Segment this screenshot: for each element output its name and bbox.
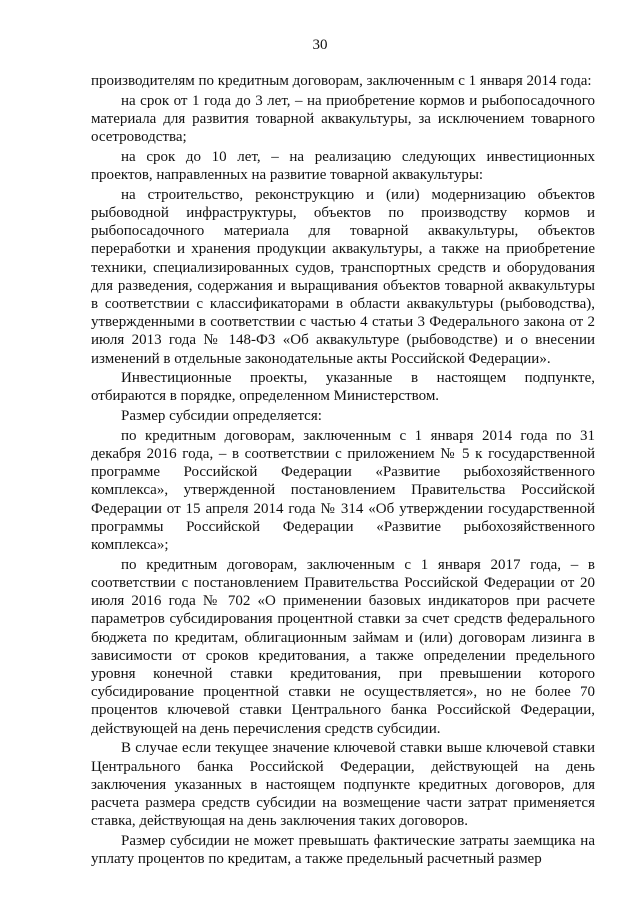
- paragraph-term-1-3-years: на срок от 1 года до 3 лет, – на приобретение кормов и рыбопосадочного материала для развития товарной аквакультуры, за исключением товарного осетроводства;: [91, 92, 595, 146]
- paragraph-construction: на строительство, реконструкцию и (или) модернизацию объектов рыбоводной инфраструктуры, объектов по производству кормов и рыбопосадочного материала для товарной аквакультуры, объектов переработки и хранения продукции аквакультуры, а также на приобретение техники, специализированных судов, транспортных средств и оборудования для разведения, содержания и выращивания объектов товарной аквакультуры в соответствии с классификаторами в области аквакультуры (рыбоводства), утвержденными в соответствии с частью 4 статьи 3 Федерального закона от 2 июля 2013 года № 148-ФЗ «Об аквакультуре (рыбоводстве) и о внесении изменений в отдельные законодательные акты Российской Федерации».: [91, 186, 595, 367]
- paragraph-contracts-2017: по кредитным договорам, заключенным с 1 января 2017 года, – в соответствии с постановлением Правительства Российской Федерации от 20 июля 2016 года № 702 «О применении базовых индикаторов при расчете параметров субсидирования процентной ставки за счет средств федерального бюджета по кредитам, облигационным займам и (или) договорам лизинга в зависимости от сроков кредитования, а также определении предельного уровня конечной ставки кредитования, при превышении которого субсидирование процентной ставки не осуществляется», но не более 70 процентов ключевой ставки Центрального банка Российской Федерации, действующей на день перечисления средств субсидии.: [91, 556, 595, 737]
- paragraph-key-rate: В случае если текущее значение ключевой ставки выше ключевой ставки Центрального банка Российской Федерации, действующей на день заключения указанных в настоящем подпункте кредитных договоров, для расчета размера средств субсидии на возмещение части затрат применяется ставка, действующая на день заключения таких договоров.: [91, 740, 595, 830]
- document-body: [91, 72, 595, 868]
- page-number: 30: [312, 37, 328, 53]
- paragraph-continuation: производителям по кредитным договорам, заключенным с 1 января 2014 года:: [91, 73, 592, 89]
- paragraph-subsidy-size-heading: Размер субсидии определяется:: [121, 408, 322, 425]
- paragraph-term-10-years: на срок до 10 лет, – на реализацию следующих инвестиционных проектов, направленных на развитие товарной аквакультуры:: [91, 148, 595, 184]
- paragraph-contracts-2014-2016: по кредитным договорам, заключенным с 1 января 2014 года по 31 декабря 2016 года, – в соответствии с приложением № 5 к государственной программе Российской Федерации «Развитие рыбохозяйственного комплекса», утвержденной постановлением Правительства Российской Федерации от 15 апреля 2014 года № 314 «Об утверждении государственной программы Российской Федерации «Развитие рыбохозяйственного комплекса»;: [91, 427, 595, 554]
- paragraph-subsidy-limit: Размер субсидии не может превышать фактические затраты заемщика на уплату процентов по кредитам, а также предельный расчетный размер: [91, 832, 595, 868]
- paragraph-investment-projects: Инвестиционные проекты, указанные в настоящем подпункте, отбираются в порядке, определенном Министерством.: [91, 370, 595, 405]
